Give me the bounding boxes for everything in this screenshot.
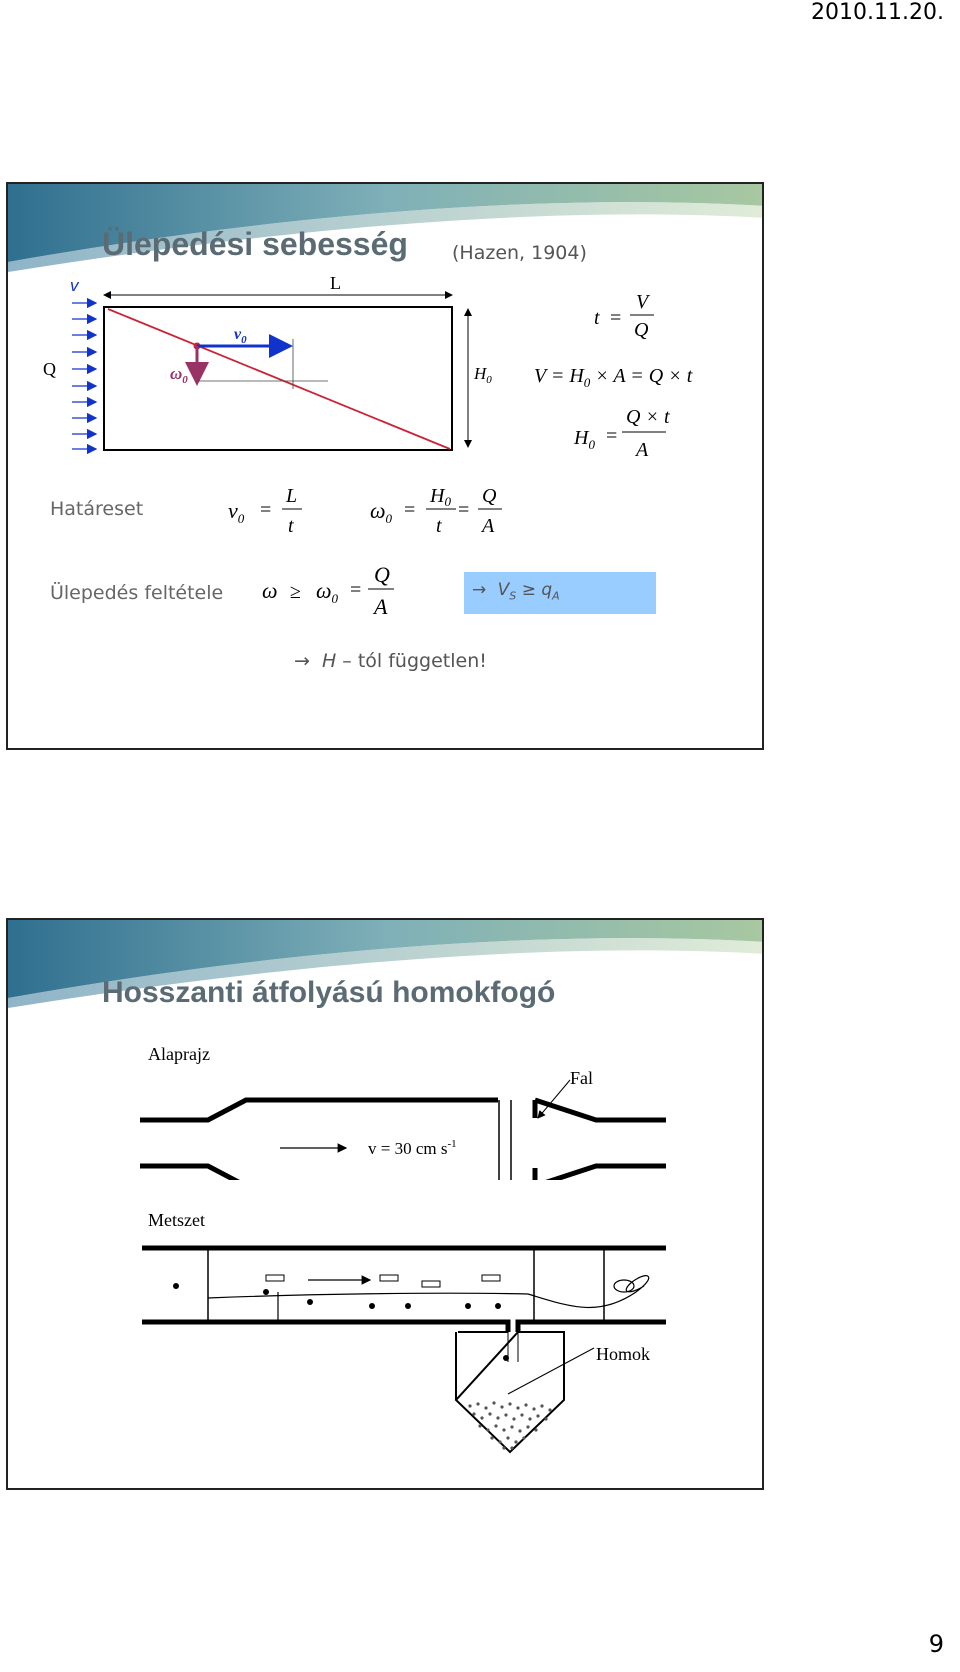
hat-w0-num: H [430, 485, 445, 507]
settling-tank-diagram [38, 269, 508, 459]
label-fal: Fal [570, 1068, 594, 1088]
eq-v-rest: × A = Q × t [590, 365, 693, 387]
label-condition: Ülepedés feltétele [50, 582, 224, 604]
eq-h0-lhs: H [574, 427, 589, 449]
label-v0-sub: 0 [241, 334, 247, 346]
svg-text:H0 [429, 485, 451, 509]
hat-w0-den2: A [482, 515, 495, 537]
svg-text:ω0 [370, 498, 393, 526]
section-view-drawing [8, 1240, 764, 1490]
cond-lhs: ω [262, 578, 278, 603]
svg-text:V = H0 × A = Q × t [534, 365, 693, 390]
svg-text:H0 [573, 427, 595, 452]
eq-t-lhs: t [594, 307, 600, 329]
label-w0-sub: 0 [182, 374, 188, 386]
particle-trajectory [108, 309, 450, 449]
box-v: V [497, 580, 510, 600]
hat-v0-eq: = [260, 499, 272, 521]
note-arrow: → [294, 650, 310, 672]
slide-title: Ülepedési sebesség [102, 226, 408, 262]
note-h: H [321, 650, 337, 672]
formula-block-right [518, 284, 758, 474]
cond-eq: = [350, 579, 362, 601]
label-l: L [330, 273, 341, 293]
hat-w0-eq2: = [458, 499, 470, 521]
hat-w0-sub: 0 [385, 511, 393, 526]
svg-text:ω0 [316, 578, 339, 606]
box-q: q [541, 580, 553, 600]
hat-w0-den: t [436, 515, 442, 537]
slide-grit-chamber [6, 918, 764, 1490]
eq-t-den: Q [634, 319, 649, 341]
slide-settling-velocity [6, 182, 764, 750]
eq-h0-sub: 0 [588, 437, 595, 452]
label-v0: v [234, 326, 242, 343]
hat-w0-lhs: ω [370, 498, 386, 523]
cond-w0: ω [316, 578, 332, 603]
svg-text:v0 [228, 498, 245, 526]
svg-text:H0 [473, 364, 492, 386]
label-velocity: v = 30 cm s [368, 1139, 448, 1158]
sand-deposit [468, 1401, 551, 1449]
box-ge: ≥ [521, 580, 536, 600]
label-metszet: Metszet [148, 1210, 205, 1230]
svg-text:v = 30 cm s-1 [368, 1138, 457, 1158]
condition-highlight-box [464, 572, 656, 614]
cond-den: A [374, 594, 388, 619]
slide-title: Hosszanti átfolyású homokfogó [102, 976, 556, 1009]
header-date: 2010.11.20. [811, 0, 944, 25]
cond-num: Q [374, 562, 390, 587]
inflow-arrows [72, 303, 96, 449]
cond-ge: ≥ [290, 581, 301, 603]
eq-t-eq: = [610, 307, 622, 329]
eq-h0-num: Q × t [626, 406, 670, 428]
box-arrow: → [472, 580, 487, 600]
svg-text:ω0 [170, 364, 188, 386]
cond-w0-sub: 0 [331, 591, 339, 606]
eq-v-sub: 0 [583, 375, 591, 390]
hat-w0-eq: = [404, 499, 416, 521]
label-h0-sub: 0 [486, 374, 492, 386]
eq-h0-eq: = [606, 425, 618, 447]
hat-v0-den: t [288, 515, 294, 537]
label-hatareset: Határeset [50, 498, 144, 520]
formula-hatareset [218, 480, 518, 550]
svg-text:v0 [234, 326, 247, 346]
label-w0: ω [170, 364, 183, 383]
hat-w0-num2: Q [482, 485, 497, 507]
eq-t-num: V [636, 291, 649, 313]
label-velocity-sup: -1 [447, 1138, 457, 1150]
hat-v0-num: L [286, 485, 298, 507]
label-homok: Homok [596, 1344, 650, 1364]
box-v-sub: S [509, 589, 517, 603]
plan-view-drawing [8, 1070, 764, 1180]
citation: (Hazen, 1904) [452, 242, 587, 264]
eq-h0-den: A [636, 439, 649, 461]
formula-condition [258, 558, 408, 628]
label-alaprajz: Alaprajz [148, 1044, 210, 1064]
page-number: 9 [928, 1630, 944, 1658]
label-v: v [70, 276, 79, 295]
box-q-sub: A [552, 589, 560, 603]
hat-v0-sub: 0 [237, 511, 245, 526]
hat-v0-lhs: v [228, 498, 238, 523]
note-text: – tól független! [336, 650, 487, 672]
hat-w0-num-sub: 0 [444, 494, 451, 509]
note-independent [294, 650, 487, 672]
label-q: Q [43, 359, 56, 379]
label-h0: H [474, 364, 487, 383]
eq-v-text: V = H [534, 365, 584, 387]
